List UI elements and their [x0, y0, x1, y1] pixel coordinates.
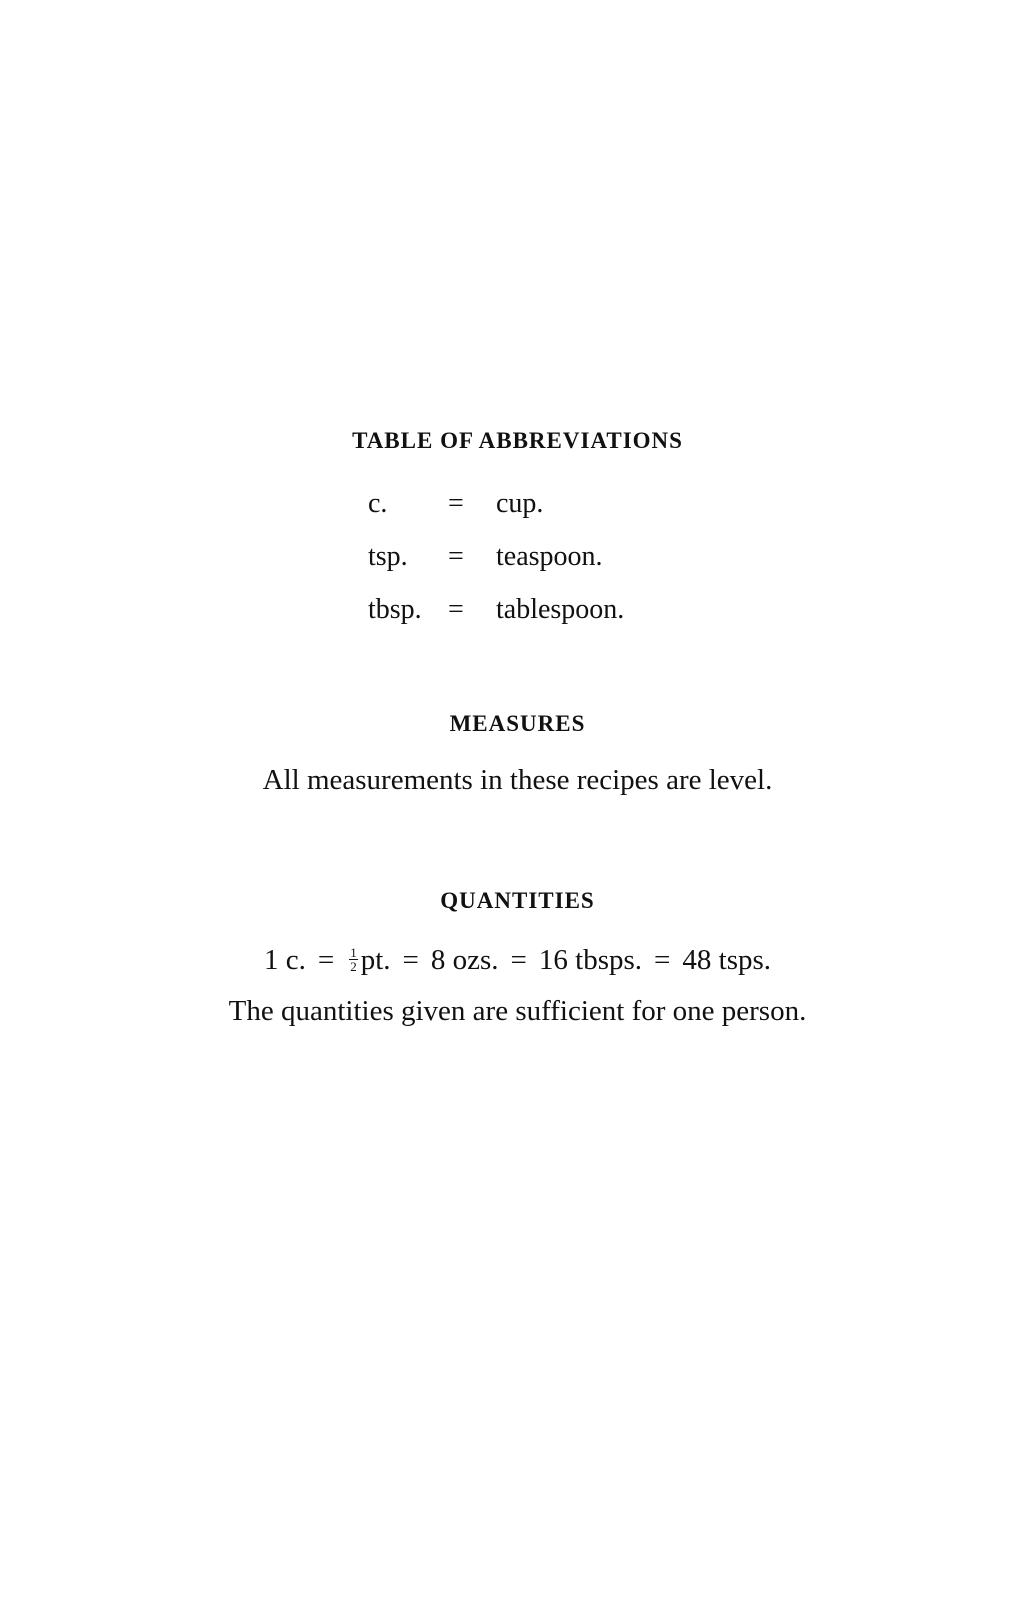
abbreviation-meaning: teaspoon. [496, 541, 603, 572]
measures-heading: MEASURES [449, 711, 586, 736]
equals-sign: = [448, 488, 464, 519]
fraction-denominator: 2 [350, 958, 357, 974]
quantities-equivalence [0, 944, 1035, 977]
equals-sign: = [654, 944, 671, 976]
abbreviation-key: tbsp. [368, 594, 422, 625]
abbreviation-meaning: tablespoon. [496, 594, 625, 625]
teaspoons-quantity: 48 tsps. [682, 944, 772, 976]
abbreviation-key: tsp. [368, 541, 408, 572]
equals-sign: = [510, 944, 527, 976]
half-fraction [349, 946, 358, 973]
tablespoons-quantity: 16 tbsps. [538, 944, 643, 976]
fraction-numerator: 1 [350, 944, 357, 960]
ounces-quantity: 8 ozs. [430, 944, 499, 976]
equals-sign: = [402, 944, 419, 976]
measures-text: All measurements in these recipes are level. [262, 764, 773, 796]
equals-sign: = [317, 944, 335, 976]
equals-sign: = [448, 541, 464, 572]
equals-sign: = [448, 594, 464, 625]
quantities-note: The quantities given are sufficient for one person. [228, 995, 807, 1027]
quantities-heading: QUANTITIES [440, 888, 595, 913]
abbreviation-meaning: cup. [496, 488, 544, 519]
pint-unit: pt. [360, 944, 391, 976]
abbreviations-heading: TABLE OF ABBREVIATIONS [352, 428, 683, 453]
abbreviation-key: c. [368, 488, 388, 519]
cup-quantity: 1 c. [263, 944, 306, 976]
